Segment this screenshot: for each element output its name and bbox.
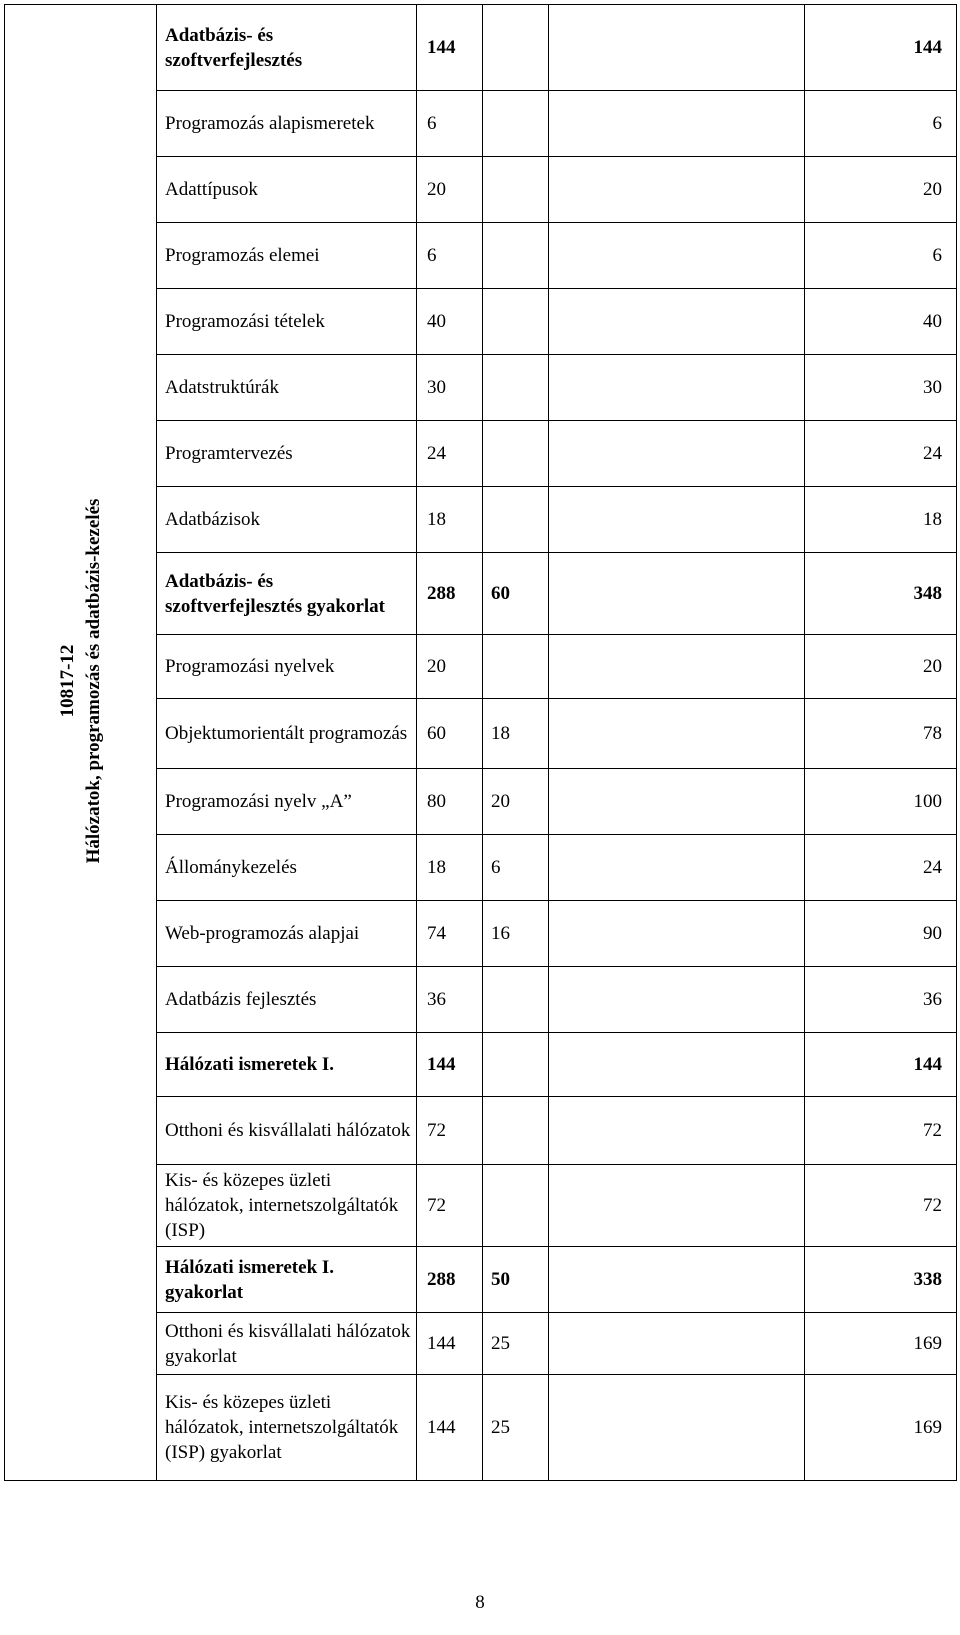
hours-total: 6 <box>805 91 957 157</box>
hours-b <box>483 487 549 553</box>
hours-b: 60 <box>483 553 549 635</box>
hours-a: 60 <box>417 699 483 769</box>
spacer-cell <box>549 487 805 553</box>
hours-total: 78 <box>805 699 957 769</box>
hours-total: 144 <box>805 1033 957 1097</box>
hours-total: 6 <box>805 223 957 289</box>
spacer-cell <box>549 5 805 91</box>
hours-a: 6 <box>417 223 483 289</box>
spacer-cell <box>549 1375 805 1481</box>
hours-b: 18 <box>483 699 549 769</box>
hours-b <box>483 91 549 157</box>
subject-name: Adatbázisok <box>157 487 417 553</box>
hours-b <box>483 421 549 487</box>
subject-name: Otthoni és kisvállalati hálózatok gyakorlat <box>157 1313 417 1375</box>
hours-b <box>483 223 549 289</box>
hours-total: 169 <box>805 1375 957 1481</box>
hours-a: 144 <box>417 1375 483 1481</box>
subject-name: Otthoni és kisvállalati hálózatok <box>157 1097 417 1165</box>
hours-total: 18 <box>805 487 957 553</box>
hours-b: 6 <box>483 835 549 901</box>
page-number: 8 <box>475 1592 485 1613</box>
module-cell <box>5 5 157 1481</box>
curriculum-table <box>4 4 957 1481</box>
hours-a: 72 <box>417 1165 483 1247</box>
subject-name: Kis- és közepes üzleti hálózatok, internetszolgáltatók (ISP) <box>157 1165 417 1247</box>
spacer-cell <box>549 1097 805 1165</box>
spacer-cell <box>549 1165 805 1247</box>
hours-total: 90 <box>805 901 957 967</box>
hours-a: 20 <box>417 635 483 699</box>
hours-a: 18 <box>417 835 483 901</box>
module-title: Hálózatok, programozás és adatbázis-kezelés <box>82 498 104 864</box>
spacer-cell <box>549 91 805 157</box>
hours-total: 338 <box>805 1247 957 1313</box>
hours-total: 72 <box>805 1097 957 1165</box>
hours-b <box>483 289 549 355</box>
hours-total: 24 <box>805 421 957 487</box>
subject-name: Adatbázis fejlesztés <box>157 967 417 1033</box>
hours-a: 40 <box>417 289 483 355</box>
hours-a: 6 <box>417 91 483 157</box>
spacer-cell <box>549 289 805 355</box>
hours-total: 20 <box>805 635 957 699</box>
subject-name: Programtervezés <box>157 421 417 487</box>
spacer-cell <box>549 699 805 769</box>
hours-total: 36 <box>805 967 957 1033</box>
hours-total: 30 <box>805 355 957 421</box>
spacer-cell <box>549 421 805 487</box>
hours-a: 288 <box>417 1247 483 1313</box>
subject-name: Kis- és közepes üzleti hálózatok, internetszolgáltatók (ISP) gyakorlat <box>157 1375 417 1481</box>
subject-name: Adatstruktúrák <box>157 355 417 421</box>
spacer-cell <box>549 901 805 967</box>
hours-b <box>483 967 549 1033</box>
hours-b: 25 <box>483 1313 549 1375</box>
hours-b <box>483 5 549 91</box>
subject-name: Objektumorientált programozás <box>157 699 417 769</box>
hours-a: 144 <box>417 1033 483 1097</box>
hours-a: 288 <box>417 553 483 635</box>
hours-total: 100 <box>805 769 957 835</box>
hours-a: 144 <box>417 1313 483 1375</box>
spacer-cell <box>549 1033 805 1097</box>
subject-name: Web-programozás alapjai <box>157 901 417 967</box>
hours-b: 16 <box>483 901 549 967</box>
spacer-cell <box>549 355 805 421</box>
hours-total: 144 <box>805 5 957 91</box>
hours-a: 36 <box>417 967 483 1033</box>
subject-name: Programozási tételek <box>157 289 417 355</box>
subject-name: Állománykezelés <box>157 835 417 901</box>
hours-a: 24 <box>417 421 483 487</box>
spacer-cell <box>549 967 805 1033</box>
subject-name: Hálózati ismeretek I. <box>157 1033 417 1097</box>
module-label <box>55 401 107 961</box>
hours-total: 348 <box>805 553 957 635</box>
hours-a: 80 <box>417 769 483 835</box>
subject-name: Programozási nyelv „A” <box>157 769 417 835</box>
spacer-cell <box>549 157 805 223</box>
subject-name: Hálózati ismeretek I. gyakorlat <box>157 1247 417 1313</box>
hours-b: 50 <box>483 1247 549 1313</box>
hours-a: 18 <box>417 487 483 553</box>
hours-b <box>483 157 549 223</box>
hours-a: 30 <box>417 355 483 421</box>
hours-a: 144 <box>417 5 483 91</box>
hours-total: 169 <box>805 1313 957 1375</box>
hours-total: 72 <box>805 1165 957 1247</box>
spacer-cell <box>549 769 805 835</box>
subject-name: Adattípusok <box>157 157 417 223</box>
hours-b <box>483 355 549 421</box>
subject-name: Adatbázis- és szoftverfejlesztés gyakorlat <box>157 553 417 635</box>
hours-a: 72 <box>417 1097 483 1165</box>
hours-a: 20 <box>417 157 483 223</box>
spacer-cell <box>549 223 805 289</box>
subject-name: Programozás alapismeretek <box>157 91 417 157</box>
hours-b <box>483 1165 549 1247</box>
hours-b: 20 <box>483 769 549 835</box>
spacer-cell <box>549 835 805 901</box>
hours-b <box>483 635 549 699</box>
hours-total: 20 <box>805 157 957 223</box>
subject-name: Programozás elemei <box>157 223 417 289</box>
hours-a: 74 <box>417 901 483 967</box>
subject-name: Programozási nyelvek <box>157 635 417 699</box>
hours-total: 24 <box>805 835 957 901</box>
hours-total: 40 <box>805 289 957 355</box>
hours-b <box>483 1033 549 1097</box>
table-row <box>5 5 957 91</box>
module-code: 10817-12 <box>56 644 78 718</box>
spacer-cell <box>549 553 805 635</box>
spacer-cell <box>549 1247 805 1313</box>
spacer-cell <box>549 1313 805 1375</box>
subject-name: Adatbázis- és szoftverfejlesztés <box>157 5 417 91</box>
spacer-cell <box>549 635 805 699</box>
hours-b: 25 <box>483 1375 549 1481</box>
hours-b <box>483 1097 549 1165</box>
